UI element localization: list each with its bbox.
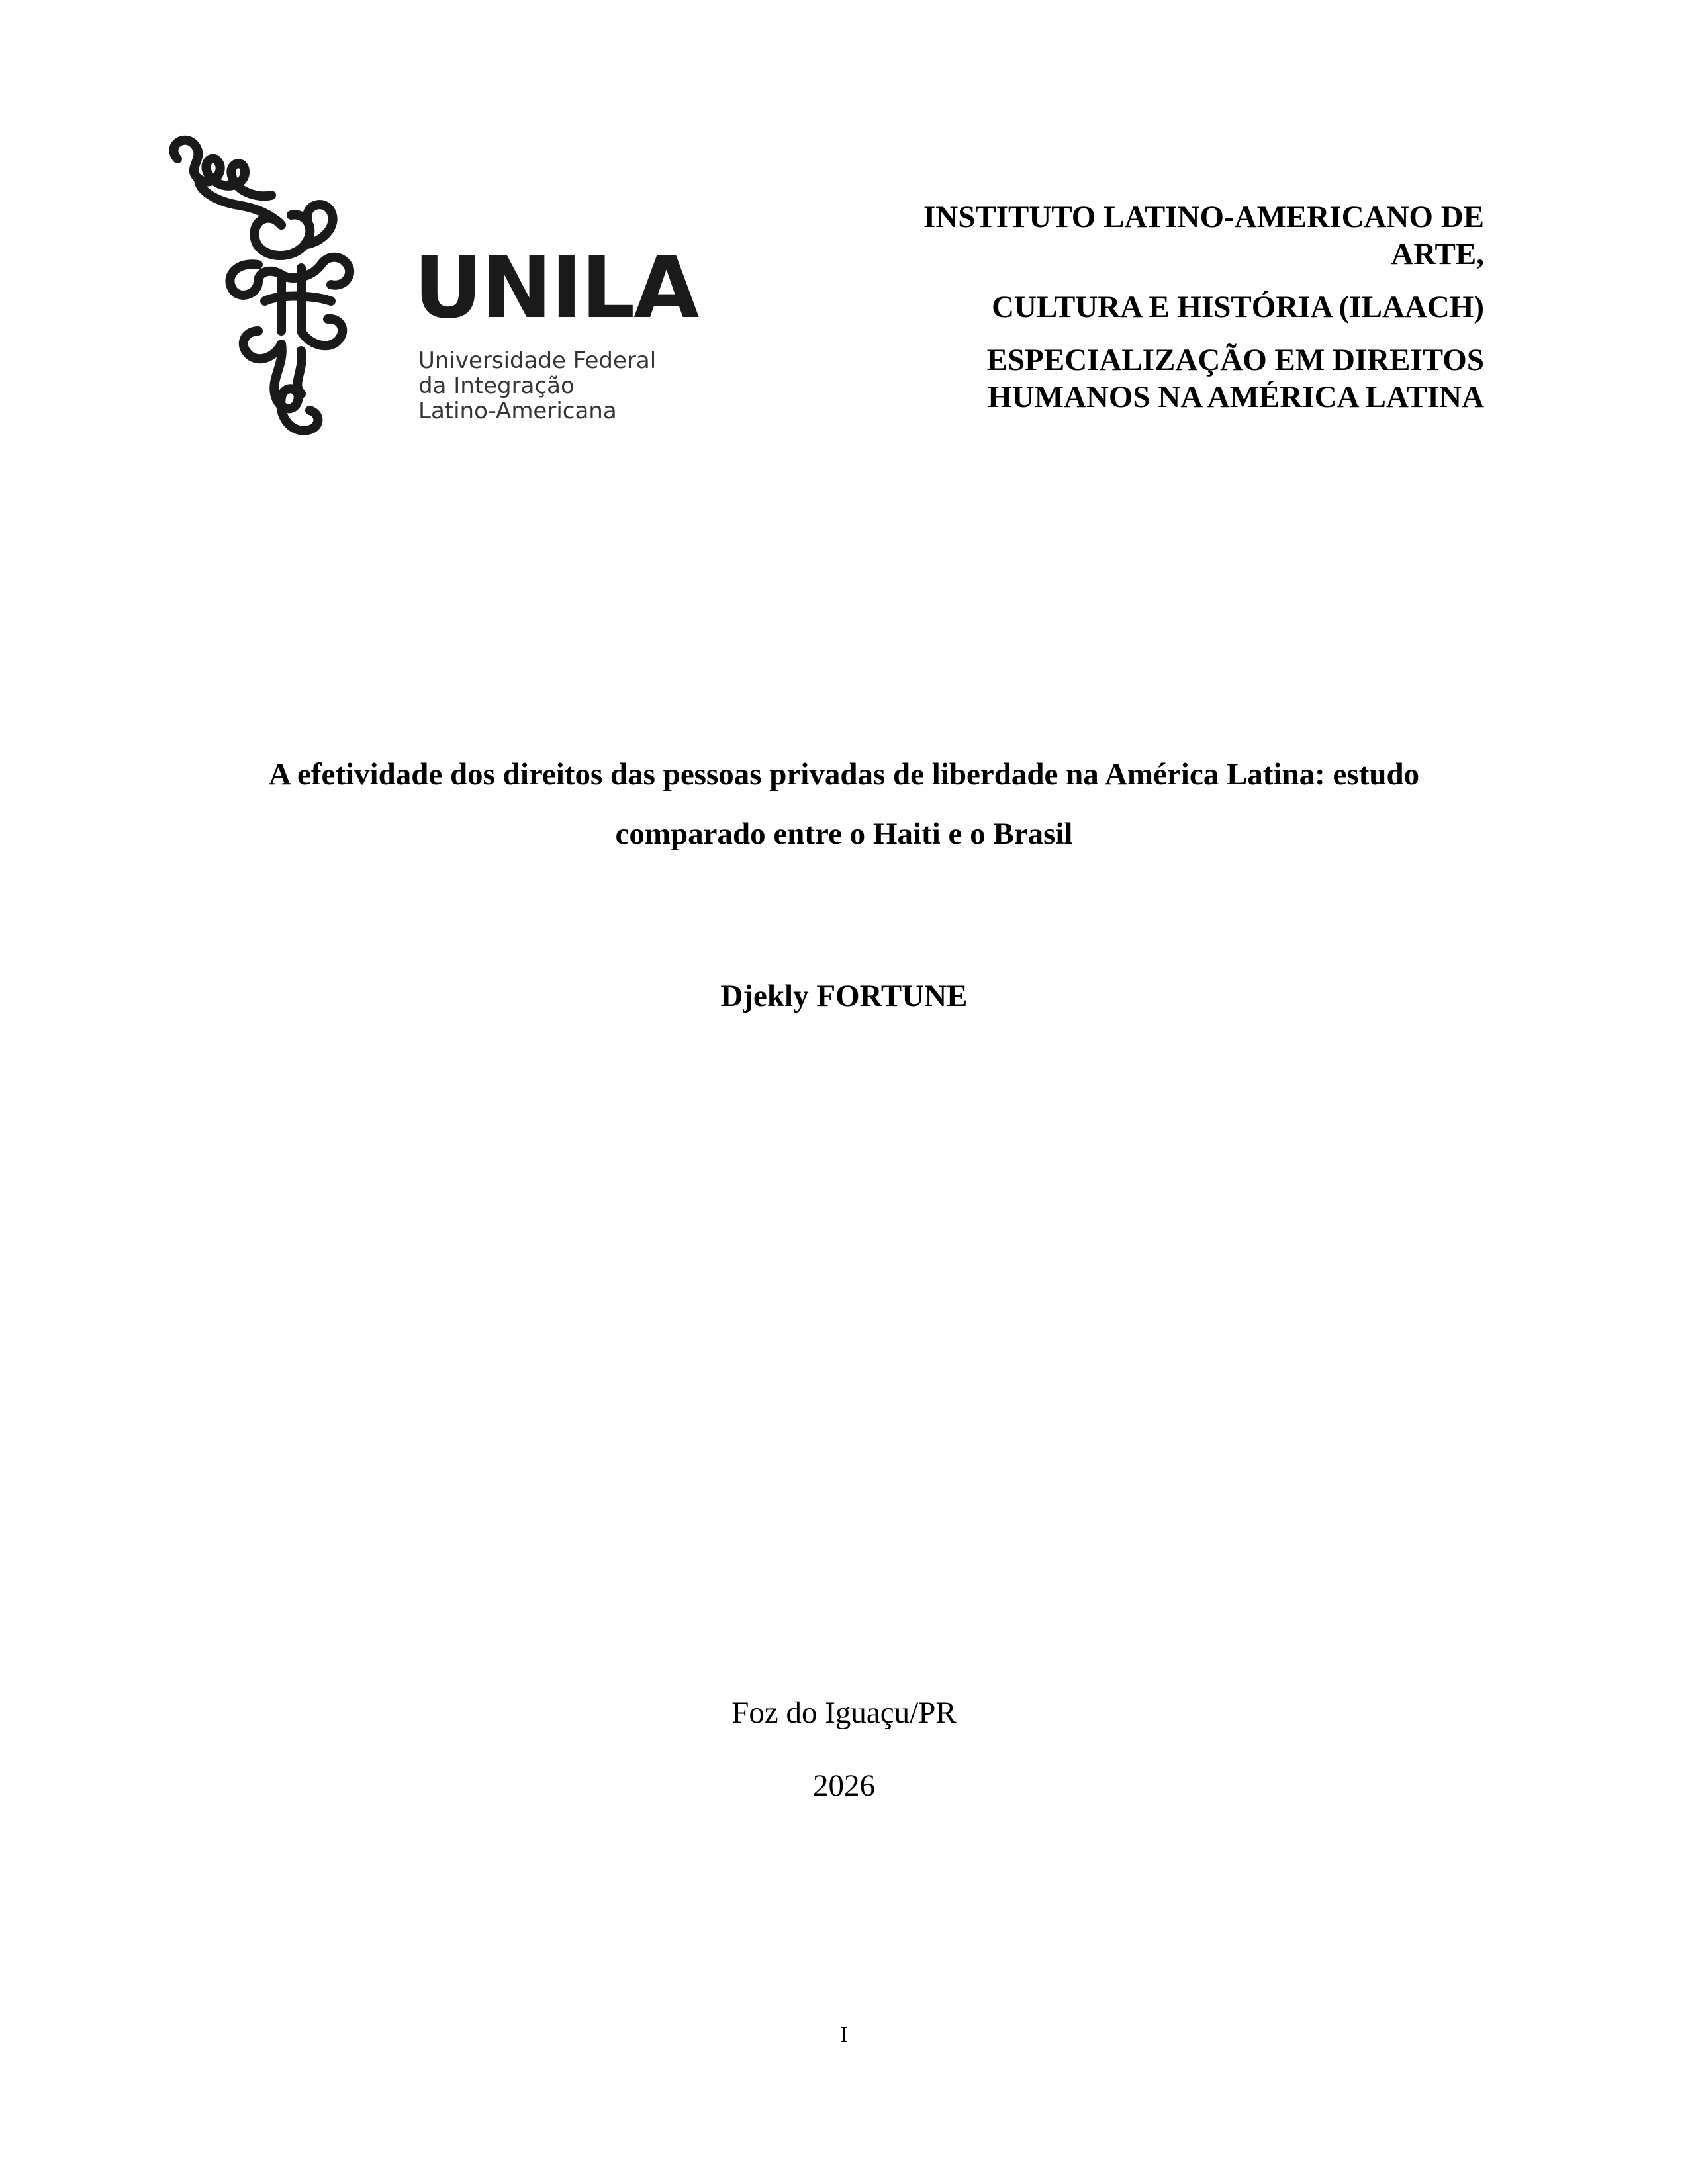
institute-subname: CULTURA E HISTÓRIA (ILAACH) bbox=[992, 290, 1484, 324]
institution-header bbox=[822, 199, 1484, 416]
logo-subtitle-line-2: da Integração bbox=[418, 373, 575, 399]
logo-subtitle-line-1: Universidade Federal bbox=[418, 347, 657, 374]
unila-emblem-icon bbox=[159, 132, 410, 443]
document-title bbox=[199, 745, 1489, 864]
year: 2026 bbox=[813, 1768, 875, 1803]
program-name-line-1: ESPECIALIZAÇÃO EM DIREITOS bbox=[986, 343, 1484, 377]
page-number: I bbox=[840, 2023, 848, 2047]
unila-logo bbox=[159, 132, 698, 443]
institute-name-line-1: INSTITUTO LATINO-AMERICANO DE bbox=[923, 200, 1484, 234]
program-name bbox=[822, 341, 1484, 416]
author-name: Djekly FORTUNE bbox=[720, 979, 968, 1013]
logo-wordmark: UNILA bbox=[414, 239, 698, 338]
document-title-line-1: A efetividade dos direitos das pessoas privadas de liberdade na América Latina: estudo bbox=[268, 757, 1420, 792]
institute-name-line-2: ARTE, bbox=[1391, 237, 1484, 271]
document-title-line-2: comparado entre o Haiti e o Brasil bbox=[615, 817, 1073, 851]
place: Foz do Iguaçu/PR bbox=[731, 1696, 957, 1730]
program-name-line-2: HUMANOS NA AMÉRICA LATINA bbox=[988, 380, 1484, 414]
logo-subtitle-line-3: Latino-Americana bbox=[418, 398, 617, 424]
institute-name bbox=[822, 199, 1484, 273]
